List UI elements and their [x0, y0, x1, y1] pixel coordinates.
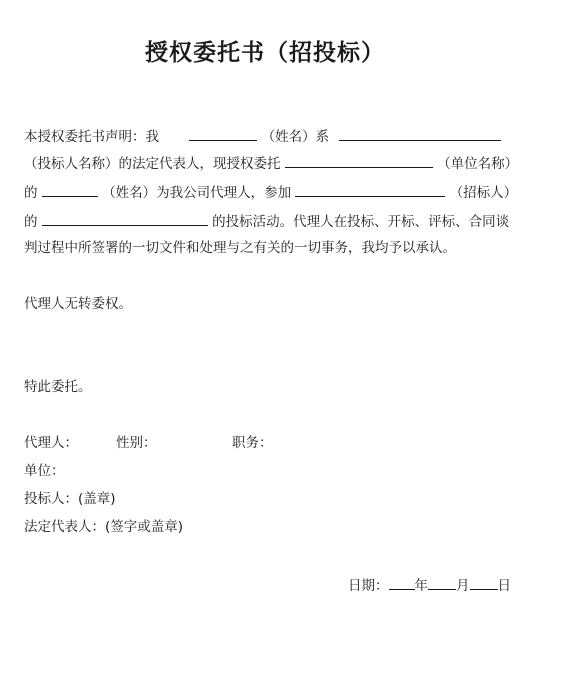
- day-label: 日: [497, 578, 511, 594]
- statement-text-1b: （姓名）系: [261, 129, 330, 145]
- statement-text-3b: （姓名）为我公司代理人，参加: [102, 185, 292, 201]
- statement-text-4a: 的: [24, 214, 38, 230]
- day-blank[interactable]: [470, 575, 498, 590]
- agent-label: 代理人：: [24, 435, 78, 451]
- statement-line-5: 判过程中所签署的一切文件和处理与之有关的一切事务，我均予以承认。: [24, 240, 456, 256]
- statement-line-2: [24, 153, 518, 173]
- statement-line-4: [24, 211, 509, 231]
- agent-row: [24, 434, 273, 452]
- statement-line-3: [24, 182, 517, 202]
- date-row: [348, 575, 511, 595]
- year-label: 年: [414, 578, 428, 594]
- statement-text-1a: 本授权委托书声明：我: [24, 129, 159, 145]
- gender-label: 性别：: [116, 435, 157, 451]
- project-blank[interactable]: [42, 211, 208, 226]
- special-entrust-text: 特此委托。: [24, 379, 92, 395]
- month-blank[interactable]: [428, 575, 456, 590]
- tenderer-blank[interactable]: [295, 182, 445, 197]
- name-blank[interactable]: [189, 126, 257, 141]
- statement-text-3a: 的: [24, 185, 38, 201]
- date-label: 日期：: [348, 578, 389, 594]
- year-blank[interactable]: [389, 575, 415, 590]
- statement-text-2a: （投标人名称）的法定代表人，现授权委托: [24, 156, 281, 172]
- statement-text-2b: （单位名称）: [437, 156, 519, 172]
- statement-line-1: [24, 126, 501, 146]
- unit-label: 单位：: [24, 463, 65, 479]
- statement-text-3c: （招标人）: [449, 185, 518, 201]
- legal-rep-label: 法定代表人：(签字或盖章): [24, 519, 184, 535]
- unit-name-blank[interactable]: [285, 153, 433, 168]
- bidder-seal-label: 投标人：(盖章): [24, 491, 116, 507]
- no-subdelegation-text: 代理人无转委权。: [24, 296, 132, 312]
- statement-text-4b: 的投标活动。代理人在投标、开标、评标、合同谈: [212, 214, 510, 230]
- position-label: 职务：: [232, 435, 273, 451]
- agent-name-blank[interactable]: [42, 182, 98, 197]
- document-title: 授权委托书（招投标）: [145, 39, 385, 66]
- month-label: 月: [456, 578, 470, 594]
- bidder-name-blank[interactable]: [339, 126, 501, 141]
